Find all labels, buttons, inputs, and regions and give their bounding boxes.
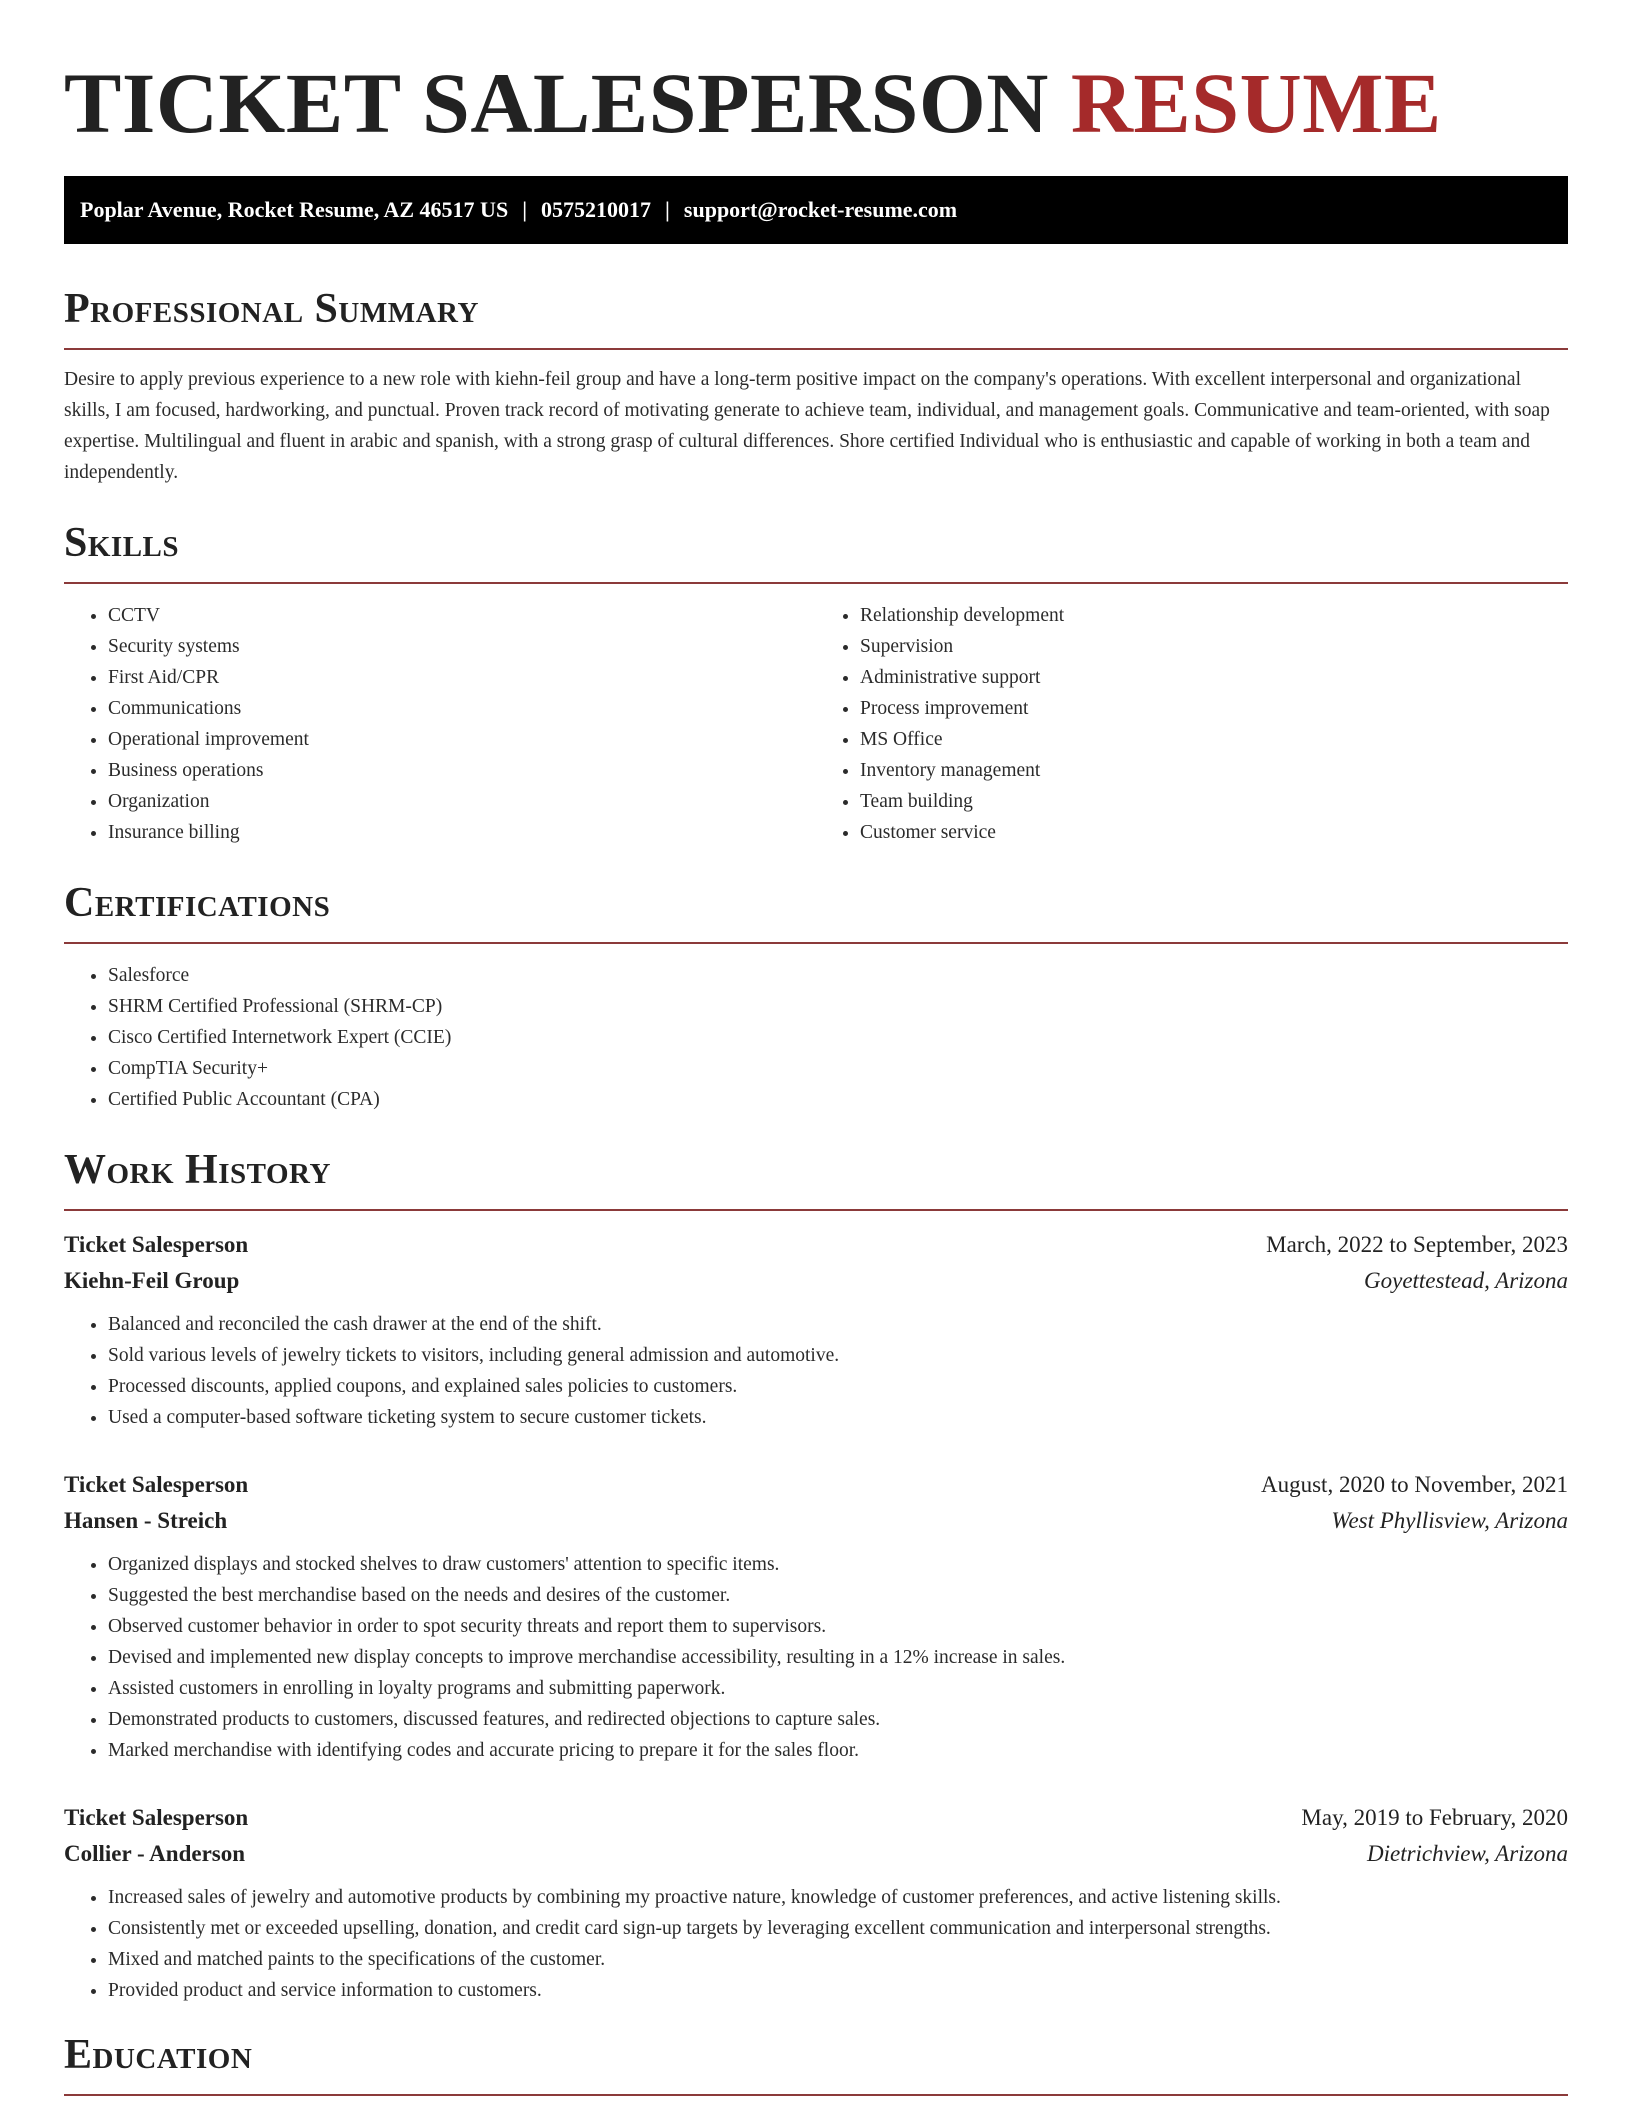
section-divider: [64, 2094, 1568, 2096]
summary-heading: Professional Summary: [64, 286, 479, 332]
certifications-heading: Certifications: [64, 880, 331, 926]
section-divider: [64, 942, 1568, 944]
contact-bar: [64, 176, 1568, 244]
job-title: Ticket Salesperson: [64, 1472, 249, 1497]
job-header-row: [64, 1800, 1568, 1836]
skills-heading: Skills: [64, 520, 180, 566]
certifications-section: [64, 882, 1568, 1115]
work-history-heading: Work History: [64, 1147, 331, 1193]
job-company: Hansen - Streich: [64, 1508, 228, 1533]
section-divider: [64, 582, 1568, 584]
job-bullet: • Consistently met or exceeded upselling, donation, and credit card sign-up targets by leveraging excellent communication and interpersonal strengths.: [108, 1913, 1568, 1944]
job-header-row: [64, 1227, 1568, 1263]
certification-item: • SHRM Certified Professional (SHRM-CP): [108, 991, 1568, 1022]
job-bullet: • Mixed and matched paints to the specifications of the customer.: [108, 1944, 1568, 1975]
job-bullets: [64, 1882, 1568, 2006]
contact-separator: |: [522, 197, 528, 222]
section-divider: [64, 1209, 1568, 1211]
title-accent: RESUME: [1070, 55, 1442, 151]
job-bullet: • Used a computer-based software ticketing system to secure customer tickets.: [108, 1402, 1568, 1433]
title-main: TICKET SALESPERSON: [64, 55, 1049, 151]
certification-item: • Salesforce: [108, 960, 1568, 991]
job-bullet: • Provided product and service information to customers.: [108, 1975, 1568, 2006]
contact-email[interactable]: support@rocket-resume.com: [683, 197, 958, 222]
job-bullets: [64, 1309, 1568, 1433]
skill-item: • CCTV: [108, 600, 816, 631]
skill-item: • Security systems: [108, 631, 816, 662]
job-dates: August, 2020 to November, 2021: [1261, 1472, 1568, 1497]
skill-item: • Inventory management: [860, 755, 1568, 786]
skill-item: • Communications: [108, 693, 816, 724]
job-location: West Phyllisview, Arizona: [1331, 1508, 1568, 1533]
job-company: Kiehn-Feil Group: [64, 1268, 240, 1293]
job-bullet: • Observed customer behavior in order to spot security threats and report them to supervisors.: [108, 1611, 1568, 1642]
education-section: [64, 2034, 1568, 2096]
resume-page: [64, 0, 1568, 2096]
job-dates: March, 2022 to September, 2023: [1266, 1232, 1568, 1257]
skill-item: • Organization: [108, 786, 816, 817]
skill-item: • First Aid/CPR: [108, 662, 816, 693]
skills-section: [64, 522, 1568, 848]
skill-item: • Insurance billing: [108, 817, 816, 848]
job-company: Collier - Anderson: [64, 1841, 246, 1866]
job-entry: [64, 1227, 1568, 1433]
skill-item: • Operational improvement: [108, 724, 816, 755]
job-dates: May, 2019 to February, 2020: [1301, 1805, 1568, 1830]
skill-item: • MS Office: [860, 724, 1568, 755]
job-entry: [64, 1800, 1568, 2006]
job-bullet: • Sold various levels of jewelry tickets to visitors, including general admission and automotive.: [108, 1340, 1568, 1371]
certifications-list: [64, 960, 1568, 1115]
skill-item: • Relationship development: [860, 600, 1568, 631]
certification-item: • Cisco Certified Internetwork Expert (CCIE): [108, 1022, 1568, 1053]
resume-title: [64, 0, 1568, 151]
job-company-row: [64, 1503, 1568, 1539]
contact-phone[interactable]: 0575210017: [541, 197, 652, 222]
skill-item: • Supervision: [860, 631, 1568, 662]
skill-item: • Administrative support: [860, 662, 1568, 693]
job-bullet: • Processed discounts, applied coupons, and explained sales policies to customers.: [108, 1371, 1568, 1402]
skills-grid: [64, 600, 1568, 848]
job-company-row: [64, 1263, 1568, 1299]
summary-section: [64, 288, 1568, 488]
job-bullet: • Assisted customers in enrolling in loyalty programs and submitting paperwork.: [108, 1673, 1568, 1704]
job-entry: [64, 1467, 1568, 1766]
skills-list-right: [816, 600, 1568, 848]
job-bullet: • Increased sales of jewelry and automotive products by combining my proactive nature, knowledge of customer preferences, and active listening skills.: [108, 1882, 1568, 1913]
job-location: Dietrichview, Arizona: [1366, 1841, 1568, 1866]
job-company-row: [64, 1836, 1568, 1872]
skill-item: • Process improvement: [860, 693, 1568, 724]
skill-item: • Business operations: [108, 755, 816, 786]
job-bullet: • Organized displays and stocked shelves to draw customers' attention to specific items.: [108, 1549, 1568, 1580]
certification-item: • CompTIA Security+: [108, 1053, 1568, 1084]
contact-separator: |: [665, 197, 670, 222]
education-heading: Education: [64, 2032, 253, 2078]
contact-address: Poplar Avenue, Rocket Resume, AZ 46517 US: [80, 197, 509, 222]
skill-item: • Customer service: [860, 817, 1568, 848]
skill-item: • Team building: [860, 786, 1568, 817]
job-bullets: [64, 1549, 1568, 1766]
summary-text: Desire to apply previous experience to a new role with kiehn-feil group and have a long-term positive impact on the company's operations. With excellent interpersonal and organizational skills, I am focused, hardworking, and punctual. Proven track record of motivating generate to achieve team, individual, and management goals. Communicative and team-oriented, with soap expertise. Multilingual and fluent in arabic and spanish, with a strong grasp of cultural differences. Shore certified Individual who is enthusiastic and capable of working in both a team and independently.: [64, 369, 1550, 483]
job-header-row: [64, 1467, 1568, 1503]
job-bullet: • Marked merchandise with identifying codes and accurate pricing to prepare it for the sales floor.: [108, 1735, 1568, 1766]
job-title: Ticket Salesperson: [64, 1232, 249, 1257]
job-bullet: • Suggested the best merchandise based on the needs and desires of the customer.: [108, 1580, 1568, 1611]
job-bullet: • Balanced and reconciled the cash drawer at the end of the shift.: [108, 1309, 1568, 1340]
job-bullet: • Demonstrated products to customers, discussed features, and redirected objections to capture sales.: [108, 1704, 1568, 1735]
job-location: Goyettestead, Arizona: [1364, 1268, 1568, 1293]
work-history-section: [64, 1149, 1568, 2006]
job-bullet: • Devised and implemented new display concepts to improve merchandise accessibility, resulting in a 12% increase in sales.: [108, 1642, 1568, 1673]
certification-item: • Certified Public Accountant (CPA): [108, 1084, 1568, 1115]
job-title: Ticket Salesperson: [64, 1805, 249, 1830]
section-divider: [64, 348, 1568, 350]
skills-list-left: [64, 600, 816, 848]
